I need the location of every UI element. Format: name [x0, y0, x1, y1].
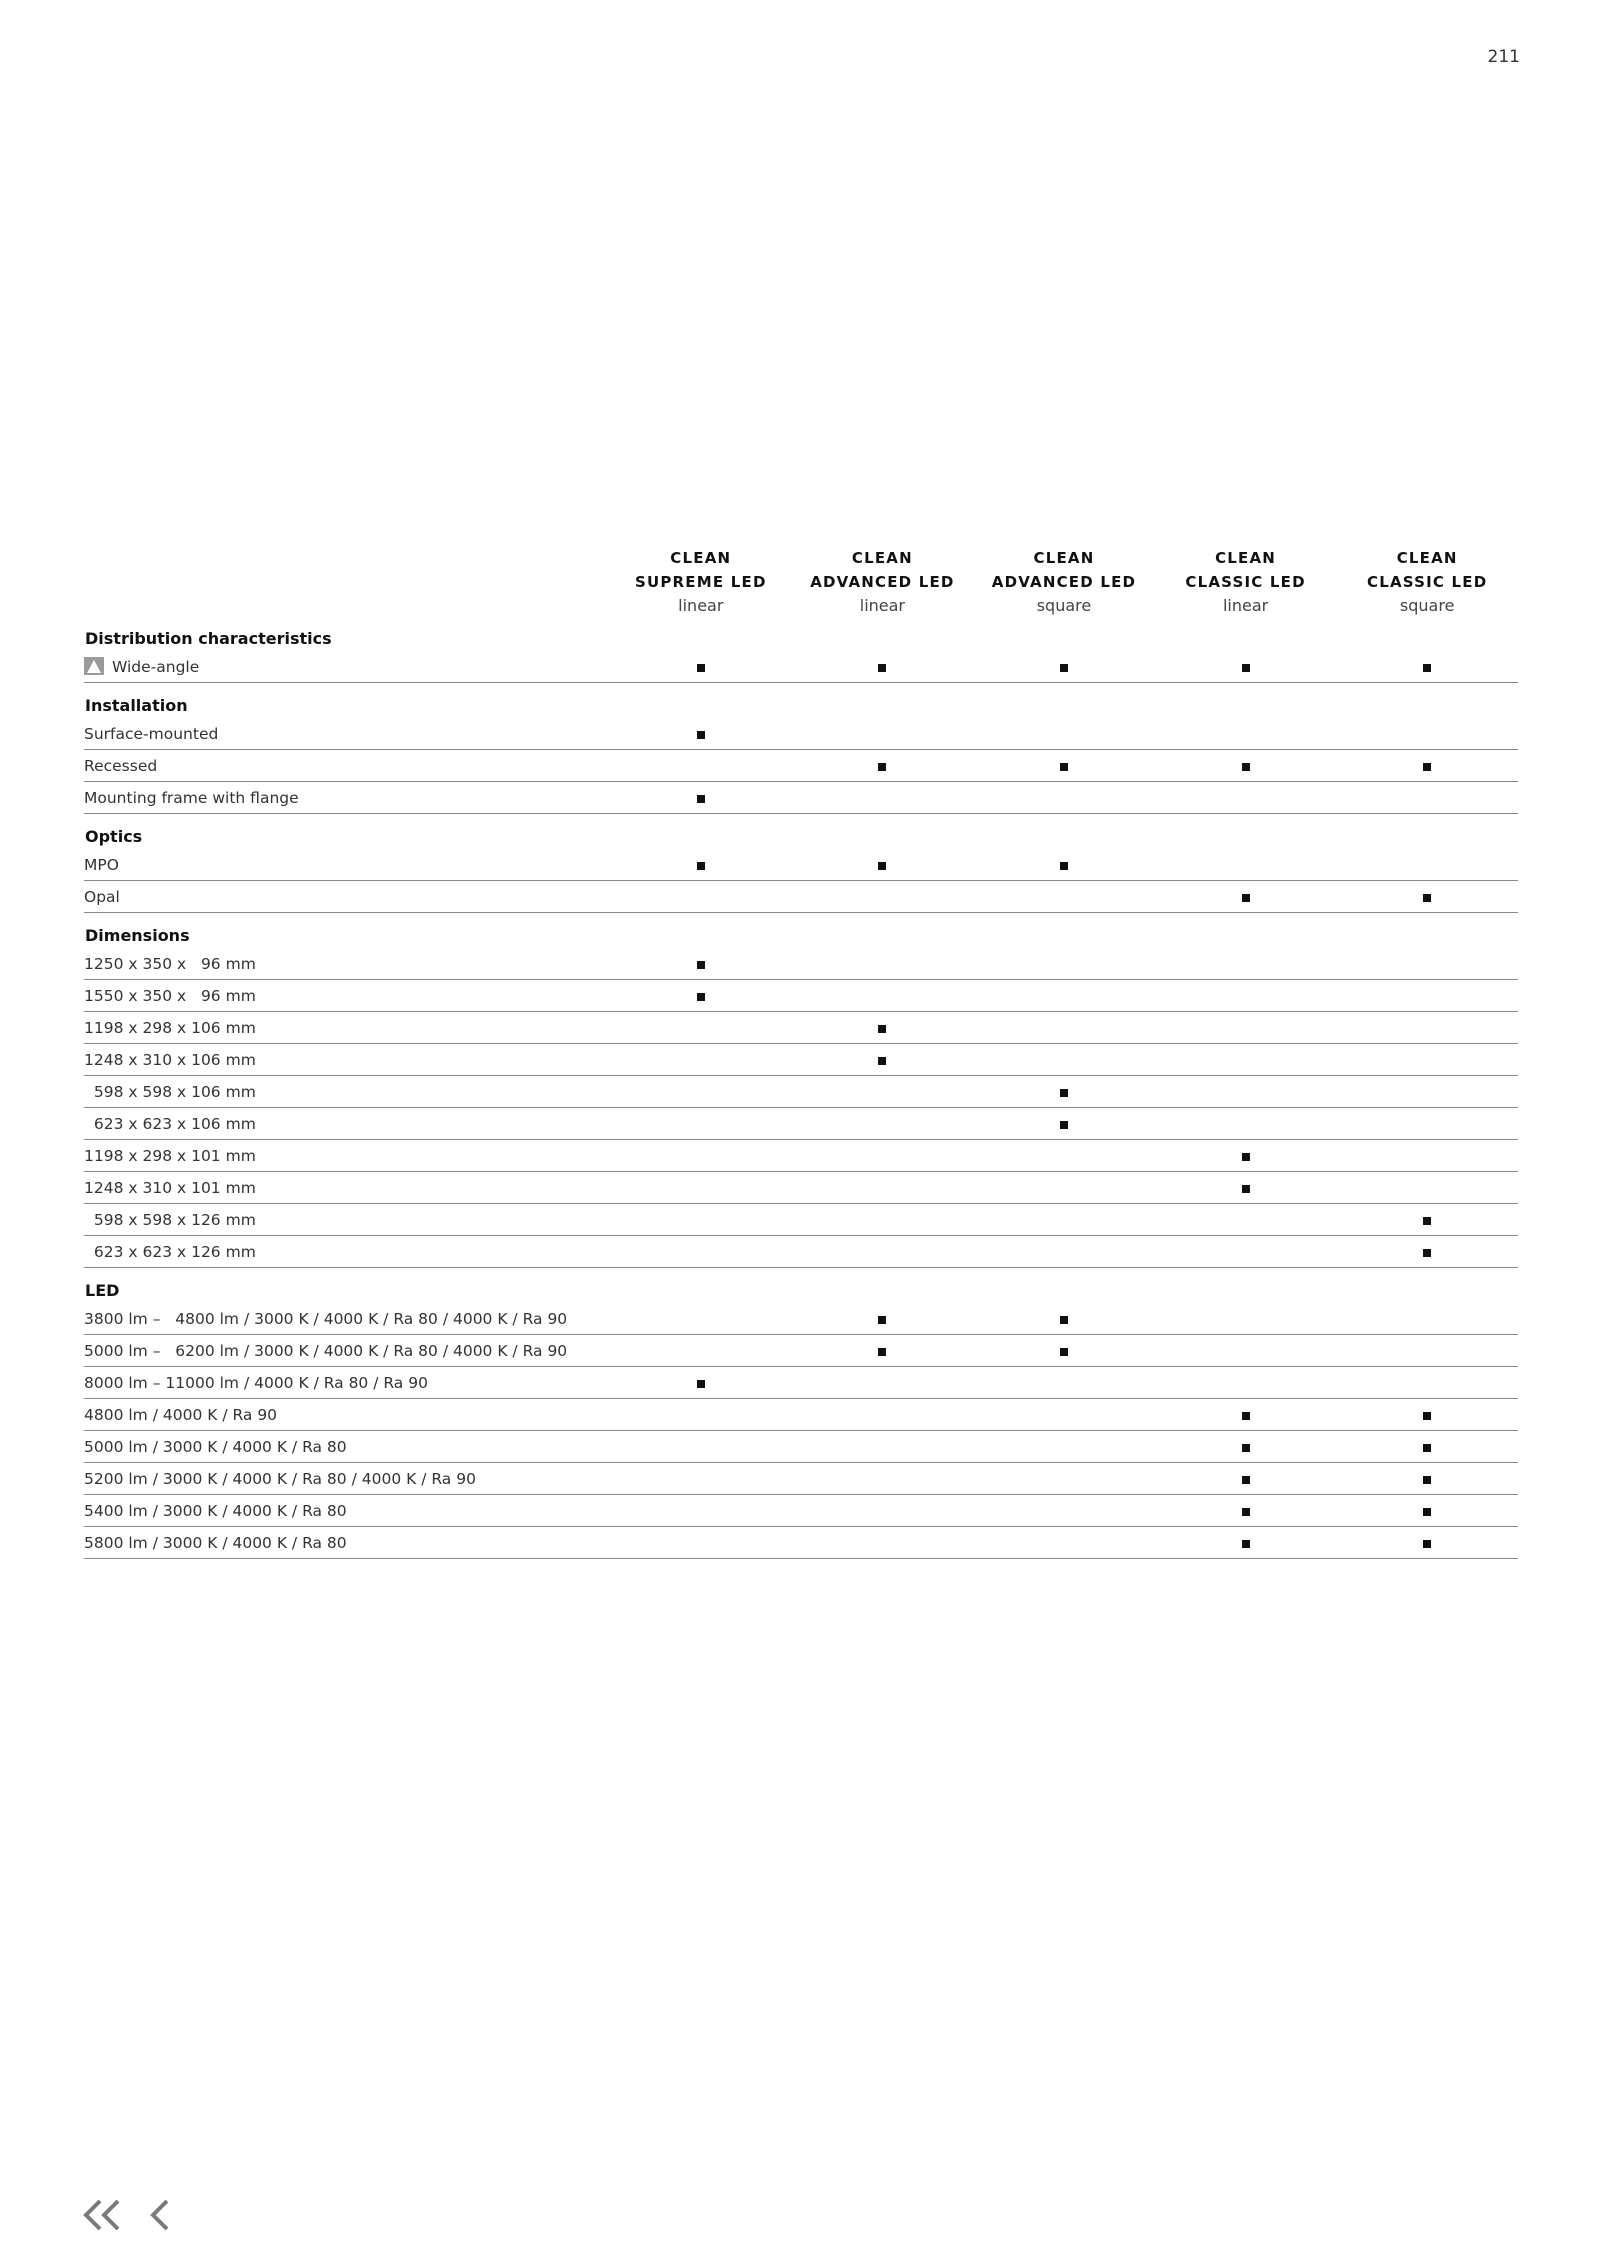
availability-cell — [1336, 1495, 1518, 1527]
availability-mark — [878, 1316, 886, 1324]
availability-cell — [1155, 1140, 1337, 1172]
availability-cell — [1336, 1204, 1518, 1236]
availability-cell — [1336, 1012, 1518, 1044]
availability-cell — [792, 1431, 974, 1463]
availability-cell — [610, 718, 792, 750]
availability-cell — [792, 1335, 974, 1367]
availability-cell — [973, 718, 1155, 750]
availability-cell — [792, 750, 974, 782]
availability-cell — [792, 651, 974, 683]
row-label: 623 x 623 x 126 mm — [84, 1242, 256, 1261]
availability-mark — [1242, 1508, 1250, 1516]
row-label: Wide-angle — [112, 658, 200, 676]
table-row — [84, 980, 1518, 1012]
table-row — [84, 1399, 1518, 1431]
availability-cell — [1155, 1431, 1337, 1463]
availability-cell — [1336, 980, 1518, 1012]
availability-cell — [610, 1108, 792, 1140]
availability-cell — [1155, 651, 1337, 683]
availability-mark — [878, 862, 886, 870]
row-label-cell — [84, 948, 610, 980]
availability-mark — [1423, 1444, 1431, 1452]
availability-cell — [792, 1076, 974, 1108]
row-label: 1198 x 298 x 101 mm — [84, 1146, 256, 1165]
row-label: 1250 x 350 x 96 mm — [84, 954, 256, 973]
availability-mark — [697, 731, 705, 739]
section-title: Distribution characteristics — [85, 629, 332, 648]
availability-cell — [610, 980, 792, 1012]
availability-cell — [1336, 1303, 1518, 1335]
availability-cell — [792, 1044, 974, 1076]
row-label: 598 x 598 x 106 mm — [84, 1082, 256, 1101]
availability-cell — [973, 948, 1155, 980]
availability-mark — [1060, 664, 1068, 672]
section-title: Installation — [85, 696, 188, 715]
availability-cell — [1336, 1431, 1518, 1463]
availability-cell — [973, 782, 1155, 814]
row-label: Opal — [84, 887, 120, 906]
row-label-cell — [84, 1399, 610, 1431]
row-label-cell — [84, 980, 610, 1012]
availability-mark — [1242, 1153, 1250, 1161]
availability-cell — [610, 1012, 792, 1044]
availability-cell — [1155, 1399, 1337, 1431]
availability-cell — [792, 1236, 974, 1268]
previous-page-button[interactable] — [148, 2198, 172, 2236]
row-label: 623 x 623 x 106 mm — [84, 1114, 256, 1133]
availability-mark — [1242, 1185, 1250, 1193]
availability-mark — [1242, 1412, 1250, 1420]
row-label: 1248 x 310 x 106 mm — [84, 1050, 256, 1069]
availability-mark — [1423, 763, 1431, 771]
availability-cell — [610, 1527, 792, 1559]
table-row — [84, 1495, 1518, 1527]
availability-cell — [973, 1399, 1155, 1431]
table-row — [84, 651, 1518, 683]
availability-mark — [1242, 1476, 1250, 1484]
table-row — [84, 849, 1518, 881]
table-row — [84, 1335, 1518, 1367]
section-heading-row — [84, 683, 1518, 719]
row-label-cell — [84, 1076, 610, 1108]
availability-cell — [1155, 750, 1337, 782]
availability-cell — [973, 1367, 1155, 1399]
section-title: Dimensions — [85, 926, 190, 945]
availability-mark — [1423, 1476, 1431, 1484]
availability-cell — [792, 1495, 974, 1527]
availability-cell — [1336, 1463, 1518, 1495]
section-heading-row — [84, 814, 1518, 850]
table-row — [84, 948, 1518, 980]
availability-cell — [1336, 1399, 1518, 1431]
availability-mark — [878, 664, 886, 672]
availability-cell — [1155, 1172, 1337, 1204]
table-row — [84, 881, 1518, 913]
availability-cell — [973, 1495, 1155, 1527]
row-label-cell — [84, 1527, 610, 1559]
availability-cell — [610, 1399, 792, 1431]
availability-cell — [792, 1012, 974, 1044]
row-label: 5000 lm / 3000 K / 4000 K / Ra 80 — [84, 1437, 347, 1456]
availability-mark — [1423, 664, 1431, 672]
table-row — [84, 750, 1518, 782]
availability-cell — [973, 750, 1155, 782]
availability-mark — [1060, 1348, 1068, 1356]
row-label: 4800 lm / 4000 K / Ra 90 — [84, 1405, 278, 1424]
availability-cell — [973, 1172, 1155, 1204]
availability-mark — [1060, 862, 1068, 870]
product-name-line2: ADVANCED LED — [810, 573, 955, 591]
table-row — [84, 1012, 1518, 1044]
row-label-cell — [84, 651, 610, 683]
availability-cell — [1155, 1367, 1337, 1399]
row-label: 3800 lm – 4800 lm / 3000 K / 4000 K / Ra 80 / 4000 K / Ra 90 — [84, 1309, 568, 1328]
availability-cell — [1336, 1335, 1518, 1367]
section-title: LED — [85, 1281, 120, 1300]
availability-mark — [878, 763, 886, 771]
availability-cell — [1155, 849, 1337, 881]
page-navigation — [80, 2198, 172, 2236]
product-shape: square — [1399, 596, 1455, 615]
availability-cell — [1155, 718, 1337, 750]
availability-mark — [1242, 1540, 1250, 1548]
row-label: 1550 x 350 x 96 mm — [84, 986, 256, 1005]
product-name-line2: CLASSIC LED — [1366, 573, 1488, 591]
table-row — [84, 1108, 1518, 1140]
availability-cell — [610, 782, 792, 814]
availability-cell — [1336, 1527, 1518, 1559]
availability-cell — [1336, 1367, 1518, 1399]
row-label-cell — [84, 1303, 610, 1335]
table-row — [84, 1463, 1518, 1495]
availability-cell — [792, 1140, 974, 1172]
table-row — [84, 1527, 1518, 1559]
table-row — [84, 718, 1518, 750]
row-label-cell — [84, 849, 610, 881]
row-label-cell — [84, 782, 610, 814]
availability-cell — [1155, 1335, 1337, 1367]
availability-mark — [1423, 1217, 1431, 1225]
section-heading-row — [84, 624, 1518, 651]
row-label-cell — [84, 1367, 610, 1399]
availability-cell — [973, 881, 1155, 913]
availability-cell — [610, 849, 792, 881]
availability-cell — [1155, 948, 1337, 980]
availability-mark — [697, 993, 705, 1001]
availability-cell — [792, 881, 974, 913]
availability-cell — [1155, 1303, 1337, 1335]
availability-mark — [1060, 1089, 1068, 1097]
row-label-cell — [84, 1236, 610, 1268]
availability-mark — [1242, 1444, 1250, 1452]
table-row — [84, 1204, 1518, 1236]
availability-cell — [610, 1140, 792, 1172]
availability-mark — [1423, 1540, 1431, 1548]
row-label: Recessed — [84, 756, 158, 775]
row-label-cell — [84, 1012, 610, 1044]
spec-table-body — [84, 624, 1518, 1559]
availability-mark — [1060, 1121, 1068, 1129]
availability-cell — [1155, 881, 1337, 913]
row-label: Surface-mounted — [84, 724, 219, 743]
availability-cell — [792, 980, 974, 1012]
availability-cell — [610, 1303, 792, 1335]
row-label-cell — [84, 718, 610, 750]
availability-cell — [973, 1076, 1155, 1108]
chevron-left-icon — [148, 2198, 172, 2232]
product-shape: linear — [1222, 596, 1269, 615]
availability-cell — [1336, 1140, 1518, 1172]
table-row — [84, 1044, 1518, 1076]
availability-cell — [610, 1463, 792, 1495]
availability-cell — [792, 782, 974, 814]
availability-mark — [1060, 1316, 1068, 1324]
table-row — [84, 1367, 1518, 1399]
availability-cell — [973, 1108, 1155, 1140]
availability-cell — [792, 1204, 974, 1236]
availability-cell — [1155, 1463, 1337, 1495]
row-label-cell — [84, 1495, 610, 1527]
product-name-line1: CLEAN — [851, 549, 913, 567]
availability-cell — [1336, 782, 1518, 814]
availability-mark — [697, 862, 705, 870]
availability-cell — [610, 1044, 792, 1076]
availability-cell — [1155, 1204, 1337, 1236]
availability-cell — [1336, 1108, 1518, 1140]
availability-mark — [1423, 1412, 1431, 1420]
availability-cell — [792, 1172, 974, 1204]
availability-cell — [610, 1367, 792, 1399]
row-label: 5000 lm – 6200 lm / 3000 K / 4000 K / Ra 80 / 4000 K / Ra 90 — [84, 1341, 568, 1360]
product-header-row — [84, 546, 1518, 624]
double-chevron-left-icon — [80, 2198, 124, 2232]
product-name-line1: CLEAN — [1215, 549, 1277, 567]
availability-mark — [878, 1025, 886, 1033]
row-label-cell — [84, 1431, 610, 1463]
table-row — [84, 1303, 1518, 1335]
row-label: 8000 lm – 11000 lm / 4000 K / Ra 80 / Ra 90 — [84, 1373, 428, 1392]
availability-cell — [1155, 1076, 1337, 1108]
availability-cell — [1336, 948, 1518, 980]
availability-cell — [1155, 1012, 1337, 1044]
availability-mark — [1060, 763, 1068, 771]
product-spec-table — [84, 546, 1518, 1559]
availability-cell — [973, 1044, 1155, 1076]
availability-cell — [1336, 750, 1518, 782]
availability-cell — [610, 651, 792, 683]
table-row — [84, 1172, 1518, 1204]
availability-cell — [1155, 1495, 1337, 1527]
availability-mark — [878, 1348, 886, 1356]
product-name-line2: CLASSIC LED — [1185, 573, 1306, 591]
row-label-cell — [84, 1172, 610, 1204]
wide-angle-icon — [84, 657, 104, 675]
row-label-cell — [84, 1463, 610, 1495]
row-label-cell — [84, 881, 610, 913]
availability-cell — [610, 948, 792, 980]
row-label: 5200 lm / 3000 K / 4000 K / Ra 80 / 4000 K / Ra 90 — [84, 1469, 476, 1488]
row-label-cell — [84, 1108, 610, 1140]
availability-cell — [792, 1303, 974, 1335]
row-label-cell — [84, 1140, 610, 1172]
row-label-cell — [84, 1335, 610, 1367]
availability-cell — [973, 1463, 1155, 1495]
availability-cell — [610, 1495, 792, 1527]
availability-cell — [973, 1335, 1155, 1367]
availability-mark — [697, 664, 705, 672]
section-title: Optics — [85, 827, 143, 846]
availability-cell — [792, 849, 974, 881]
availability-cell — [1336, 849, 1518, 881]
availability-cell — [1155, 1527, 1337, 1559]
availability-cell — [1336, 1172, 1518, 1204]
page-number: 211 — [1487, 47, 1520, 67]
row-label: 5800 lm / 3000 K / 4000 K / Ra 80 — [84, 1533, 347, 1552]
availability-cell — [610, 750, 792, 782]
row-label-cell — [84, 1204, 610, 1236]
availability-mark — [697, 795, 705, 803]
section-heading-row — [84, 1268, 1518, 1304]
availability-cell — [792, 1527, 974, 1559]
availability-cell — [792, 718, 974, 750]
availability-mark — [1423, 894, 1431, 902]
availability-cell — [610, 1204, 792, 1236]
table-row — [84, 1431, 1518, 1463]
table-row — [84, 782, 1518, 814]
section-heading-row — [84, 913, 1518, 949]
product-shape: linear — [678, 596, 724, 615]
product-name-line1: CLEAN — [670, 549, 732, 567]
product-name-line1: CLEAN — [1033, 549, 1095, 567]
availability-cell — [973, 651, 1155, 683]
availability-mark — [697, 1380, 705, 1388]
availability-mark — [1242, 664, 1250, 672]
availability-cell — [610, 1076, 792, 1108]
row-label: 1198 x 298 x 106 mm — [84, 1018, 256, 1037]
product-name-line2: ADVANCED LED — [991, 573, 1137, 591]
availability-mark — [878, 1057, 886, 1065]
availability-cell — [973, 1204, 1155, 1236]
availability-cell — [1336, 1076, 1518, 1108]
availability-cell — [973, 1431, 1155, 1463]
product-column-header — [610, 546, 792, 624]
availability-cell — [610, 1236, 792, 1268]
availability-cell — [610, 1431, 792, 1463]
availability-mark — [1242, 763, 1250, 771]
availability-cell — [1155, 980, 1337, 1012]
availability-cell — [973, 1303, 1155, 1335]
row-label-cell — [84, 1044, 610, 1076]
availability-cell — [1336, 651, 1518, 683]
table-row — [84, 1140, 1518, 1172]
product-name-line1: CLEAN — [1396, 549, 1458, 567]
availability-cell — [610, 881, 792, 913]
row-label: 5400 lm / 3000 K / 4000 K / Ra 80 — [84, 1501, 347, 1520]
availability-cell — [973, 1527, 1155, 1559]
availability-cell — [1336, 1236, 1518, 1268]
availability-cell — [1155, 1044, 1337, 1076]
availability-cell — [973, 980, 1155, 1012]
product-column-header — [1336, 546, 1518, 624]
availability-mark — [1423, 1249, 1431, 1257]
row-label: Mounting frame with flange — [84, 788, 299, 807]
availability-cell — [973, 849, 1155, 881]
product-shape: square — [1036, 596, 1092, 615]
availability-cell — [1336, 1044, 1518, 1076]
availability-mark — [1242, 894, 1250, 902]
availability-cell — [792, 1399, 974, 1431]
row-label-cell — [84, 750, 610, 782]
product-shape: linear — [859, 596, 906, 615]
product-column-header — [792, 546, 974, 624]
availability-cell — [973, 1236, 1155, 1268]
availability-cell — [1155, 1236, 1337, 1268]
product-name-line2: SUPREME LED — [634, 573, 767, 591]
availability-cell — [792, 1108, 974, 1140]
table-row — [84, 1076, 1518, 1108]
availability-cell — [792, 1463, 974, 1495]
availability-cell — [792, 1367, 974, 1399]
row-label: MPO — [84, 855, 119, 874]
availability-cell — [792, 948, 974, 980]
availability-cell — [1336, 881, 1518, 913]
product-column-header — [1155, 546, 1337, 624]
availability-mark — [1423, 1508, 1431, 1516]
availability-cell — [1155, 1108, 1337, 1140]
first-page-button[interactable] — [80, 2198, 124, 2236]
availability-cell — [610, 1335, 792, 1367]
availability-cell — [973, 1140, 1155, 1172]
table-row — [84, 1236, 1518, 1268]
availability-cell — [973, 1012, 1155, 1044]
availability-cell — [1155, 782, 1337, 814]
header-spacer — [84, 546, 610, 624]
availability-mark — [697, 961, 705, 969]
availability-cell — [1336, 718, 1518, 750]
row-label: 598 x 598 x 126 mm — [84, 1210, 256, 1229]
row-label: 1248 x 310 x 101 mm — [84, 1178, 256, 1197]
availability-cell — [610, 1172, 792, 1204]
product-column-header — [973, 546, 1155, 624]
